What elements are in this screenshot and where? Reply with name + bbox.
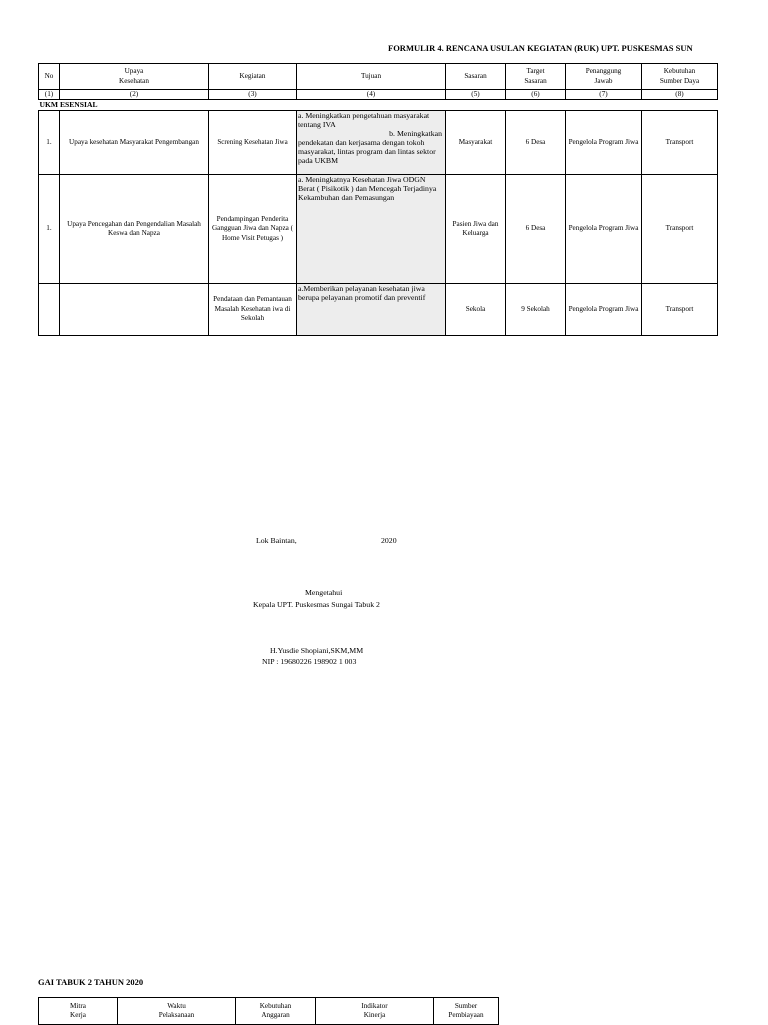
signature-year: 2020 <box>381 536 397 545</box>
header-mitra-l1: Mitra <box>70 1001 86 1010</box>
cell-pj: Pengelola Program Jiwa <box>566 175 642 284</box>
table-row <box>39 175 718 284</box>
tujuan-a: a.Memberikan pelayanan kesehatan jiwa berupa pelayanan promotif dan preventif <box>298 284 426 302</box>
cell-sasaran: Pasien Jiwa dan Keluarga <box>446 175 506 284</box>
cell-kegiatan: Pendataan dan Pemantauan Masalah Kesehatan iwa di Sekolah <box>209 284 297 336</box>
header-waktu-l2: Pelaksanaan <box>158 1011 195 1019</box>
bottom-page-title: GAI TABUK 2 TAHUN 2020 <box>38 977 144 987</box>
section-row <box>39 100 718 111</box>
header-kebutuhan <box>642 64 718 90</box>
cell-target: 6 Desa <box>506 175 566 284</box>
tujuan-c: pendekatan dan kerjasama dengan tokoh masyarakat, lintas program dan lintas sektor pada UKBM <box>298 137 436 165</box>
colnum: (4) <box>297 90 446 100</box>
header-upaya-l1: Upaya <box>124 67 144 76</box>
tujuan-a: a. Meningkatnya Kesehatan Jiwa ODGN Berat ( Pisikotik ) dan Mencegah Terjadinya Kekambuhan dan Pemasungan <box>298 175 437 202</box>
cell-target: 6 Desa <box>506 111 566 175</box>
cell-no: 1. <box>39 175 60 284</box>
cell-pj: Pengelola Program Jiwa <box>566 111 642 175</box>
cell-tujuan <box>297 284 446 336</box>
form-title: FORMULIR 4. RENCANA USULAN KEGIATAN (RUK) UPT. PUSKESMAS SUN <box>388 43 693 53</box>
header-sumber-l1: Sumber <box>454 1001 478 1010</box>
header-pj-l2: Jawab <box>594 76 613 85</box>
header-sasaran: Sasaran <box>446 64 506 90</box>
colnum: (7) <box>566 90 642 100</box>
cell-tujuan <box>297 175 446 284</box>
header-upaya <box>60 64 209 90</box>
header-indikator-l2: Kinerja <box>363 1011 386 1019</box>
colnum: (5) <box>446 90 506 100</box>
header-kegiatan: Kegiatan <box>209 64 297 90</box>
cell-sasaran: Sekola <box>446 284 506 336</box>
cell-pj: Pengelola Program Jiwa <box>566 284 642 336</box>
section-label: UKM ESENSIAL <box>39 100 718 111</box>
signature-place: Lok Baintan, <box>256 536 297 545</box>
header-kebutuhan-l1: Kebutuhan <box>663 67 696 76</box>
cell-upaya <box>60 284 209 336</box>
header-row <box>39 64 718 90</box>
colnum: (3) <box>209 90 297 100</box>
cell-kegiatan: Pendampingan Penderita Gangguan Jiwa dan Napza ( Home Visit Petugas ) <box>209 175 297 284</box>
cell-kegiatan: Screning Kesehatan Jiwa <box>209 111 297 175</box>
cell-target: 9 Sekolah <box>506 284 566 336</box>
cell-upaya: Upaya kesehatan Masyarakat Pengembangan <box>60 111 209 175</box>
bottom-header-row <box>39 998 499 1025</box>
cell-kebutuhan: Transport <box>642 175 718 284</box>
header-pj-l1: Penanggung <box>585 67 622 76</box>
header-indikator-l1: Indikator <box>361 1001 388 1010</box>
colnum: (8) <box>642 90 718 100</box>
cell-no <box>39 284 60 336</box>
cell-upaya: Upaya Pencegahan dan Pengendalian Masalah Keswa dan Napza <box>60 175 209 284</box>
header-target-l2: Sasaran <box>524 76 547 85</box>
header-indikator <box>316 998 434 1025</box>
header-mitra <box>39 998 118 1025</box>
signature-name: H.Yusdie Shopiani,SKM,MM <box>270 646 364 655</box>
header-target-l1: Target <box>526 67 545 76</box>
header-waktu <box>118 998 236 1025</box>
colnum: (2) <box>60 90 209 100</box>
header-pj <box>566 64 642 90</box>
header-anggaran <box>236 998 316 1025</box>
bottom-table <box>38 997 499 1025</box>
header-mitra-l2: Kerja <box>70 1011 86 1019</box>
cell-sasaran: Masyarakat <box>446 111 506 175</box>
table-row <box>39 284 718 336</box>
signature-mengetahui: Mengetahui <box>305 588 343 597</box>
header-tujuan: Tujuan <box>297 64 446 90</box>
colnum: (1) <box>39 90 60 100</box>
cell-no: 1. <box>39 111 60 175</box>
header-sumber-l2: Pembiayaan <box>448 1011 484 1019</box>
tujuan-b: b. Meningkatkan <box>389 128 442 138</box>
header-anggaran-l2: Anggaran <box>261 1011 290 1019</box>
header-upaya-l2: Kesehatan <box>119 76 149 85</box>
header-no: No <box>39 64 60 90</box>
colnum: (6) <box>506 90 566 100</box>
signature-position: Kepala UPT. Puskesmas Sungai Tabuk 2 <box>253 600 380 609</box>
cell-tujuan <box>297 111 446 175</box>
signature-nip: NIP : 19680226 198902 1 003 <box>262 657 357 666</box>
header-anggaran-l1: Kebutuhan <box>259 1001 292 1010</box>
header-target <box>506 64 566 90</box>
header-waktu-l1: Waktu <box>167 1001 186 1010</box>
cell-kebutuhan: Transport <box>642 284 718 336</box>
table-row <box>39 111 718 175</box>
ruk-table <box>38 63 718 336</box>
header-sumber <box>434 998 499 1025</box>
tujuan-a: a. Meningkatkan pengetahuan masyarakat tentang IVA <box>298 111 430 129</box>
column-number-row <box>39 90 718 100</box>
header-kebutuhan-l2: Sumber Daya <box>659 76 700 85</box>
cell-kebutuhan: Transport <box>642 111 718 175</box>
